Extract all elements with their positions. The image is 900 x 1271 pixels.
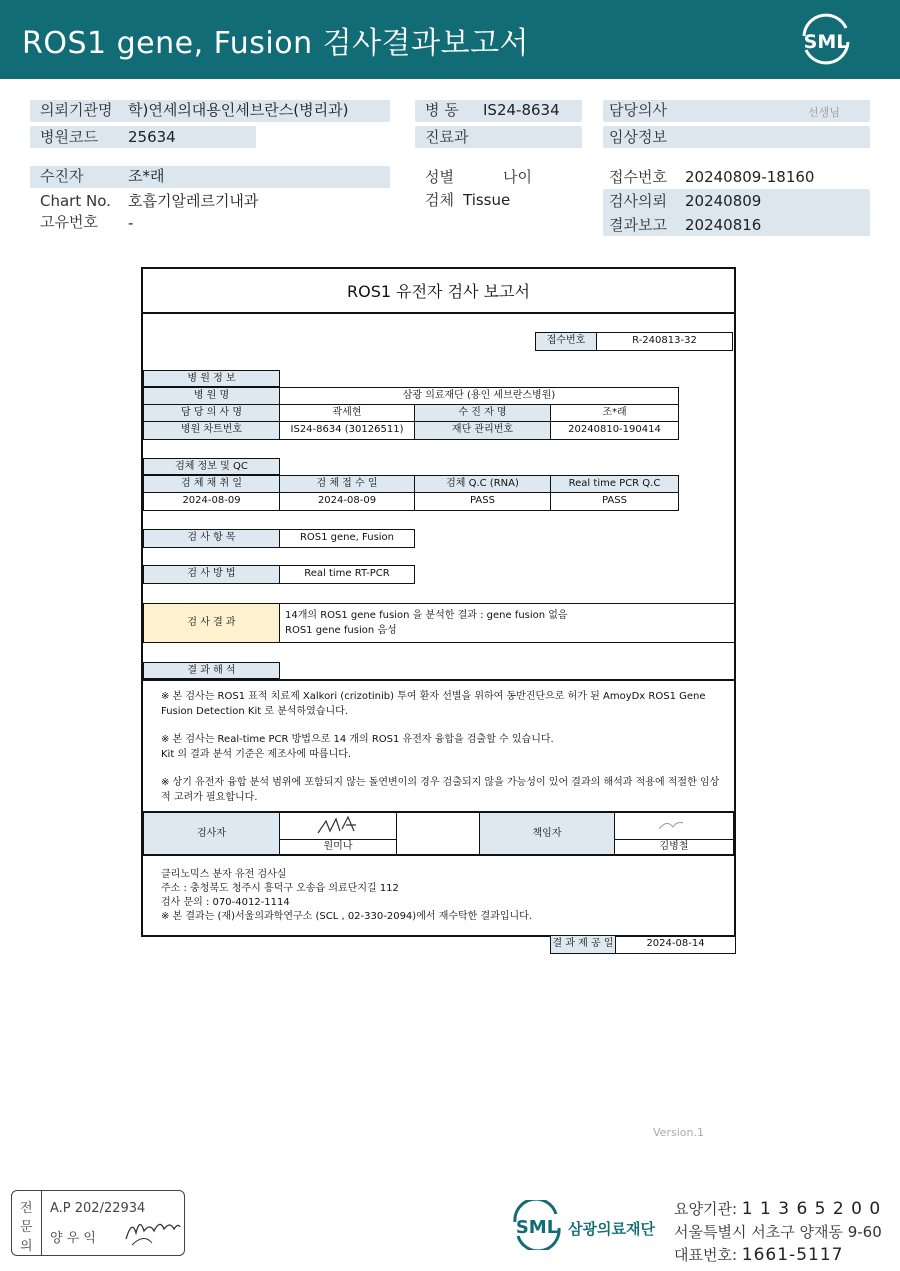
stamp-signature-icon <box>122 1209 184 1249</box>
institution-label: 요양기관: <box>674 1200 738 1218</box>
lab-address: 주소 : 충청북도 청주시 흥덕구 오송읍 의료단지길 112 <box>161 883 399 894</box>
examinee-label: 수진자 <box>40 167 84 185</box>
receive-date-value: 2024-08-09 <box>279 492 415 511</box>
signature-blank-cell <box>396 812 480 855</box>
qc-pcr-value: PASS <box>550 492 679 511</box>
svg-text:SML: SML <box>803 31 849 53</box>
doctor-name-label: 담 당 의 사 명 <box>143 404 280 422</box>
patient-name-value: 조*래 <box>550 404 679 422</box>
qc-rna-label: 검체 Q.C (RNA) <box>414 475 551 493</box>
request-org-label: 의뢰기관명 <box>40 101 113 119</box>
tester-name: 원미나 <box>279 839 397 855</box>
collect-date-label: 검 체 채 취 일 <box>143 475 280 493</box>
request-date-value: 20240809 <box>685 192 762 210</box>
stamp-side-3: 의 <box>20 1239 33 1254</box>
phone-label: 대표번호: <box>674 1246 738 1264</box>
responsible-signature <box>614 812 734 840</box>
test-method-value: Real time RT-PCR <box>279 565 415 584</box>
ward-label: 병 동 <box>425 101 459 119</box>
ros1-report <box>141 267 736 937</box>
report-receipt-label: 접수번호 <box>535 332 597 351</box>
age-label: 나이 <box>503 168 532 186</box>
stamp-side-1: 전 <box>20 1201 33 1216</box>
lab-note: ※ 본 결과는 (재)서울의과학연구소 (SCL , 02-330-2094)에서 재수탁한 결과입니다. <box>161 911 532 922</box>
report-header <box>0 0 900 79</box>
receipt-no-label: 접수번호 <box>609 168 667 186</box>
lab-name: 클리노믹스 분자 유전 검사실 <box>161 869 287 880</box>
stamp-side <box>12 1191 42 1255</box>
footer-institution <box>674 1198 881 1219</box>
request-date-label: 검사의뢰 <box>609 192 667 210</box>
result-line-2: ROS1 gene fusion 음성 <box>285 625 397 636</box>
examinee-bar <box>30 166 390 188</box>
specimen-section-header: 검체 정보 및 QC <box>143 458 280 476</box>
hospital-code-value: 25634 <box>128 128 176 146</box>
footer-address: 서울특별시 서초구 양재동 9-60 <box>674 1223 882 1241</box>
responsible-signature-icon <box>615 813 733 839</box>
chart-value: 호흡기알레르기내과 <box>128 192 259 210</box>
tester-signature <box>279 812 397 840</box>
doctor-suffix: 선생님 <box>808 106 840 119</box>
receipt-no-value: 20240809-18160 <box>685 168 815 186</box>
test-method-label: 검 사 방 법 <box>143 565 280 584</box>
chart-number-label: 병원 차트번호 <box>143 421 280 440</box>
tester-label: 검사자 <box>143 812 280 855</box>
sml-logo-icon <box>796 12 856 66</box>
dept-label: 진료과 <box>425 128 469 146</box>
hospital-name-label: 병 원 명 <box>143 387 280 405</box>
page-title: ROS1 gene, Fusion 검사결과보고서 <box>22 26 530 61</box>
tester-signature-icon <box>280 813 396 839</box>
examinee-value: 조*래 <box>128 167 165 185</box>
interp-p2-l2: Kit 의 결과 분석 기준은 제조사에 따릅니다. <box>161 749 352 760</box>
institution-value: 1 1 3 6 5 2 0 0 <box>741 1199 882 1219</box>
test-item-value: ROS1 gene, Fusion <box>279 529 415 548</box>
result-line-1: 14개의 ROS1 gene fusion 을 분석한 결과 : gene fusion 없음 <box>285 610 568 621</box>
stamp-ap: A.P 202/22934 <box>50 1201 146 1216</box>
doctor-label: 담당의사 <box>609 101 667 119</box>
collect-date-value: 2024-08-09 <box>143 492 280 511</box>
interp-p3-l1: ※ 상기 유전자 융합 분석 범위에 포함되지 않는 돌연변이의 경우 검출되지 않을 가능성이 있어 결과의 해석과 적용에 적절한 임상 <box>161 777 720 788</box>
interp-p3-l2: 적 고려가 필요합니다. <box>161 792 258 803</box>
patient-name-label: 수 진 자 명 <box>414 404 551 422</box>
stamp-side-2: 문 <box>20 1220 33 1235</box>
footer-phone <box>674 1244 843 1265</box>
version-label: Version.1 <box>653 1126 704 1139</box>
specimen-value: Tissue <box>463 191 511 209</box>
sml-footer-logo-icon <box>508 1200 566 1250</box>
chart-number-value: IS24-8634 (30126511) <box>279 421 415 440</box>
doctor-name-value: 곽세현 <box>279 404 415 422</box>
qc-pcr-label: Real time PCR Q.C <box>550 475 679 493</box>
svg-text:SML: SML <box>515 1217 559 1238</box>
interp-p1-l1: ※ 본 검사는 ROS1 표적 치료제 Xalkori (crizotinib) 투여 환자 선별을 위하여 동반진단으로 허가 된 AmoyDx ROS1 Gene <box>161 691 706 702</box>
pathologist-stamp <box>11 1190 185 1256</box>
request-org-value: 학)연세의대용인세브란스(병리과) <box>128 101 349 119</box>
interp-p1-l2: Fusion Detection Kit 로 분석하였습니다. <box>161 706 348 717</box>
responsible-name: 김병철 <box>614 839 734 855</box>
responsible-label: 책임자 <box>479 812 615 855</box>
hospital-code-label: 병원코드 <box>40 128 98 146</box>
test-item-label: 검 사 항 목 <box>143 529 280 548</box>
provide-date-value: 2024-08-14 <box>615 935 736 954</box>
sex-label: 성별 <box>425 168 454 186</box>
hospital-name-value: 삼광 의료재단 (용인 세브란스병원) <box>279 387 679 405</box>
interpretation-section-header: 결 과 해 석 <box>143 662 280 680</box>
phone-value: 1661-5117 <box>741 1245 844 1265</box>
provide-date-label: 결 과 제 공 일 <box>550 935 616 954</box>
hospital-section-header: 병 원 정 보 <box>143 370 280 388</box>
chart-label: Chart No. <box>40 192 111 210</box>
lab-phone: 검사 문의 : 070-4012-1114 <box>161 897 290 908</box>
unique-no-value: - <box>128 214 134 232</box>
qc-rna-value: PASS <box>414 492 551 511</box>
ward-value: IS24-8634 <box>483 101 560 119</box>
mgmt-number-label: 재단 관리번호 <box>414 421 551 440</box>
report-receipt-value: R-240813-32 <box>596 332 733 351</box>
specimen-label: 검체 <box>425 191 454 209</box>
report-title: ROS1 유전자 검사 보고서 <box>143 269 734 314</box>
report-date-label: 결과보고 <box>609 216 667 234</box>
interpretation-divider <box>143 679 734 681</box>
unique-no-label: 고유번호 <box>40 213 98 231</box>
clinical-label: 임상정보 <box>609 128 667 146</box>
result-label: 검 사 결 과 <box>143 603 280 643</box>
receive-date-label: 검 체 접 수 일 <box>279 475 415 493</box>
footer-org-name: 삼광의료재단 <box>568 1220 655 1238</box>
stamp-name: 양 우 익 <box>50 1231 96 1246</box>
mgmt-number-value: 20240810-190414 <box>550 421 679 440</box>
interp-p2-l1: ※ 본 검사는 Real-time PCR 방법으로 14 개의 ROS1 유전자 융합을 검출할 수 있습니다. <box>161 734 554 745</box>
report-date-value: 20240816 <box>685 216 762 234</box>
